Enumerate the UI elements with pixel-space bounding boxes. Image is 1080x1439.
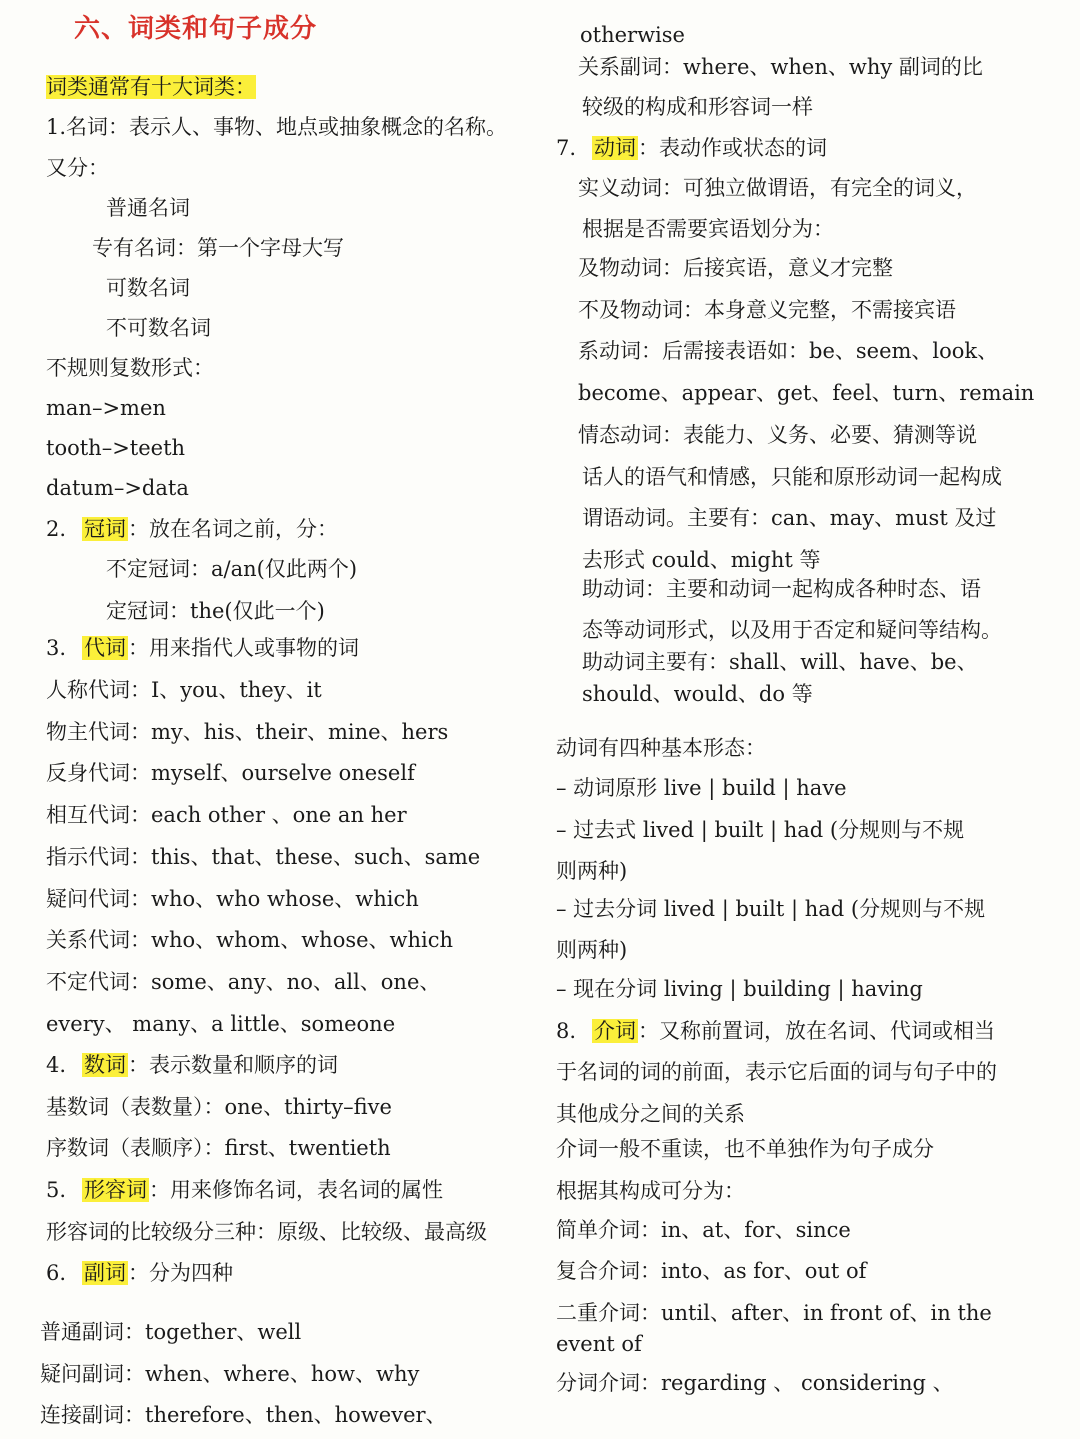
prep-line: 于名词的词的前面，表示它后面的词与句子中的 bbox=[556, 1060, 997, 1084]
pronoun-item: 关系代词：who、whom、whose、which bbox=[46, 928, 454, 952]
irregular-item: datum–>data bbox=[46, 476, 189, 500]
verb-line: 话人的语气和情感，只能和原形动词一起构成 bbox=[582, 465, 1002, 489]
section-text: 名词：表示人、事物、地点或抽象概念的名称。 bbox=[66, 115, 508, 139]
verb-form: – 现在分词 living | building | having bbox=[556, 977, 923, 1001]
section-number: 6. bbox=[46, 1261, 67, 1285]
prep-line: 介词一般不重读，也不单独作为句子成分 bbox=[556, 1137, 934, 1161]
adverb-cont: otherwise bbox=[580, 23, 685, 47]
verb-line: become、appear、get、feel、turn、remain bbox=[578, 381, 1035, 405]
verb-line: 系动词：后需接表语如：be、seem、look、 bbox=[578, 339, 999, 363]
section-term-highlight: 副词 bbox=[84, 1261, 126, 1285]
verb-line: 及物动词：后接宾语，意义才完整 bbox=[578, 256, 893, 280]
verb-form: – 动词原形 live | build | have bbox=[556, 776, 847, 800]
adverb-item: 连接副词：therefore、then、however、 bbox=[40, 1403, 447, 1427]
verb-line: 不及物动词：本身意义完整，不需接宾语 bbox=[578, 298, 956, 322]
section-number: 5. bbox=[46, 1178, 67, 1202]
adverb-cont: 关系副词：where、when、why 副词的比 bbox=[578, 55, 983, 79]
prep-line: 分词介词：regarding 、 considering 、 bbox=[556, 1371, 954, 1395]
verb-form: 则两种) bbox=[556, 859, 628, 883]
section-8-heading bbox=[556, 1016, 995, 1046]
pronoun-item: 疑问代词：who、who whose、which bbox=[46, 887, 419, 911]
section-6-heading bbox=[46, 1258, 233, 1288]
section-text: ：表动作或状态的词 bbox=[638, 136, 827, 160]
section-number: 7. bbox=[556, 136, 577, 160]
section-number: 2. bbox=[46, 517, 67, 541]
section-term-highlight: 介词 bbox=[594, 1019, 636, 1043]
adverb-item: 普通副词：together、well bbox=[40, 1320, 302, 1344]
irregular-item: tooth–>teeth bbox=[46, 436, 186, 460]
section-text: ：用来指代人或事物的词 bbox=[128, 636, 359, 660]
numeral-item: 基数词（表数量）：one、thirty–five bbox=[46, 1095, 392, 1119]
section-1-sub: 又分： bbox=[46, 156, 109, 180]
section-2-heading bbox=[46, 514, 338, 544]
pronoun-item: 不定代词：some、any、no、all、one、 bbox=[46, 970, 441, 994]
noun-type: 专有名词：第一个字母大写 bbox=[92, 236, 344, 260]
prep-line: event of bbox=[556, 1332, 642, 1356]
noun-type: 可数名词 bbox=[106, 276, 190, 300]
verb-line: 谓语动词。主要有：can、may、must 及过 bbox=[582, 506, 997, 530]
verb-line: 根据是否需要宾语划分为： bbox=[582, 217, 834, 241]
page-title: 六、词类和句子成分 bbox=[74, 14, 318, 44]
adverb-item: 疑问副词：when、where、how、why bbox=[40, 1362, 420, 1386]
prep-line: 根据其构成可分为： bbox=[556, 1179, 745, 1203]
pronoun-item: 指示代词：this、that、these、such、same bbox=[46, 845, 481, 869]
section-1-heading bbox=[46, 112, 507, 142]
section-3-heading bbox=[46, 633, 359, 663]
pronoun-item: 人称代词：I、you、they、it bbox=[46, 678, 322, 702]
section-text: ：分为四种 bbox=[128, 1261, 233, 1285]
noun-type: 普通名词 bbox=[106, 196, 190, 220]
prep-line: 二重介词：until、after、in front of、in the bbox=[556, 1301, 992, 1325]
section-term-highlight: 代词 bbox=[84, 636, 126, 660]
verb-line: 助动词：主要和动词一起构成各种时态、语 bbox=[582, 577, 981, 601]
verb-line: 实义动词：可独立做谓语，有完全的词义， bbox=[578, 176, 977, 200]
intro-highlight: 词类通常有十大词类： bbox=[46, 75, 256, 99]
section-term-highlight: 形容词 bbox=[84, 1178, 147, 1202]
section-text: ：又称前置词，放在名词、代词或相当 bbox=[638, 1019, 995, 1043]
verb-form: – 过去分词 lived | built | had (分规则与不规 bbox=[556, 897, 986, 921]
irregular-title: 不规则复数形式： bbox=[46, 356, 214, 380]
section-term-highlight: 动词 bbox=[594, 136, 636, 160]
section-text: ：放在名词之前，分： bbox=[128, 517, 338, 541]
verb-line: 情态动词：表能力、义务、必要、猜测等说 bbox=[578, 423, 977, 447]
noun-type: 不可数名词 bbox=[106, 316, 211, 340]
pronoun-item: every、 many、a little、someone bbox=[46, 1012, 396, 1036]
section-7-heading bbox=[556, 133, 827, 163]
article-item: 定冠词：the(仅此一个) bbox=[106, 599, 325, 623]
verb-line: 去形式 could、might 等 bbox=[582, 548, 821, 572]
verb-forms-title: 动词有四种基本形态： bbox=[556, 736, 766, 760]
verb-line: 助动词主要有：shall、will、have、be、 bbox=[582, 650, 978, 674]
section-term-highlight: 冠词 bbox=[84, 517, 126, 541]
verb-line: 态等动词形式，以及用于否定和疑问等结构。 bbox=[582, 618, 1002, 642]
section-number: 1. bbox=[46, 115, 67, 139]
section-number: 3. bbox=[46, 636, 67, 660]
verb-line: should、would、do 等 bbox=[582, 682, 813, 706]
prep-line: 复合介词：into、as for、out of bbox=[556, 1259, 867, 1283]
prep-line: 其他成分之间的关系 bbox=[556, 1102, 745, 1126]
numeral-item: 序数词（表顺序）：first、twentieth bbox=[46, 1136, 391, 1160]
section-term-highlight: 数词 bbox=[84, 1053, 126, 1077]
section-text: ：用来修饰名词，表名词的属性 bbox=[149, 1178, 443, 1202]
article-item: 不定冠词：a/an(仅此两个) bbox=[106, 557, 358, 581]
irregular-item: man–>men bbox=[46, 396, 166, 420]
section-number: 8. bbox=[556, 1019, 577, 1043]
pronoun-item: 反身代词：myself、ourselve oneself bbox=[46, 761, 415, 785]
adverb-cont: 较级的构成和形容词一样 bbox=[582, 95, 813, 119]
verb-form: – 过去式 lived | built | had (分规则与不规 bbox=[556, 818, 965, 842]
section-text: ：表示数量和顺序的词 bbox=[128, 1053, 338, 1077]
section-5-heading bbox=[46, 1175, 443, 1205]
prep-line: 简单介词：in、at、for、since bbox=[556, 1218, 851, 1242]
intro-line bbox=[46, 72, 256, 102]
adjective-line: 形容词的比较级分三种：原级、比较级、最高级 bbox=[46, 1220, 487, 1244]
section-number: 4. bbox=[46, 1053, 67, 1077]
verb-form: 则两种) bbox=[556, 938, 628, 962]
pronoun-item: 物主代词：my、his、their、mine、hers bbox=[46, 720, 449, 744]
pronoun-item: 相互代词：each other 、one an her bbox=[46, 803, 407, 827]
section-4-heading bbox=[46, 1050, 338, 1080]
